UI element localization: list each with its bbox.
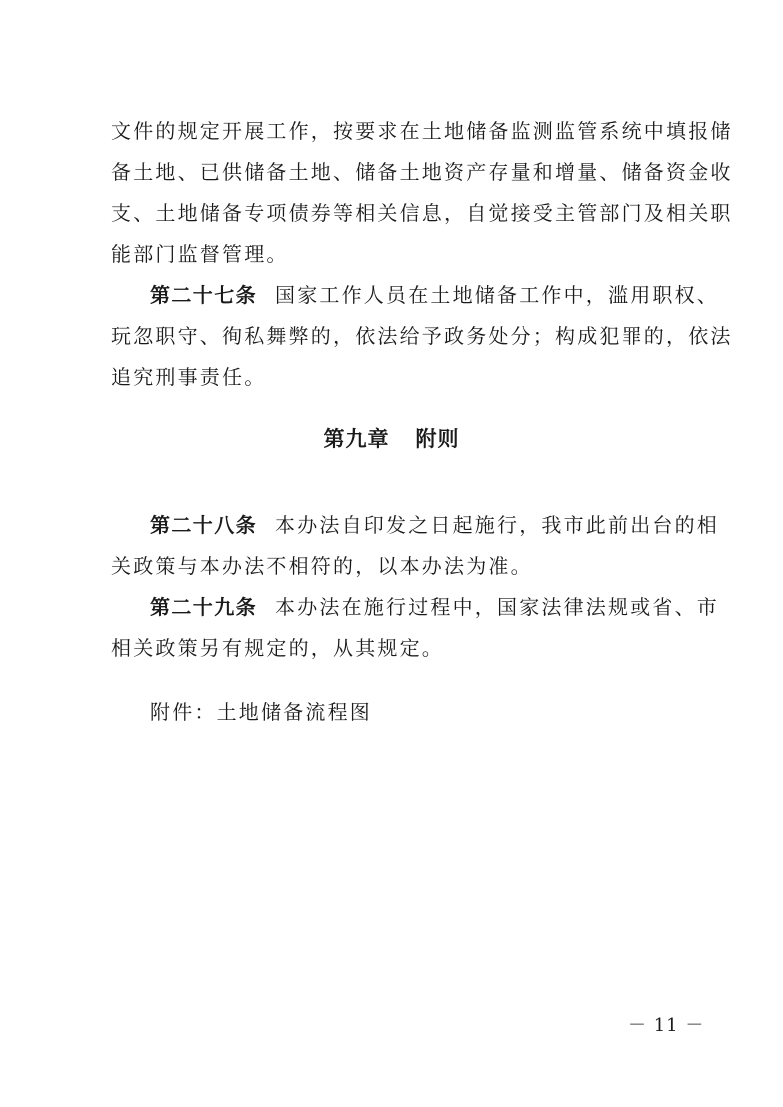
article-28-label: 第二十八条 [150, 513, 257, 537]
article-27-first-line [150, 282, 719, 308]
article-28-text: 本办法自印发之日起施行，我市此前出台的相 [275, 513, 719, 537]
article-27-text: 国家工作人员在土地储备工作中，滥用职权、 [275, 283, 719, 307]
article-27-label: 第二十七条 [150, 283, 257, 307]
article-29-first-line [150, 594, 719, 620]
paragraph-line: 备土地、已供储备土地、储备土地资产存量和增量、储备资金收 [111, 160, 733, 184]
attachment-note: 附件：土地储备流程图 [150, 700, 372, 724]
article-27-line: 追究刑事责任。 [111, 365, 267, 389]
chapter-title: 附则 [415, 427, 460, 451]
chapter-number: 第九章 [323, 427, 390, 451]
article-28-line: 关政策与本办法不相符的，以本办法为准。 [111, 554, 533, 578]
chapter-heading [0, 425, 783, 453]
page-number: － 11 － [628, 1015, 705, 1036]
paragraph-line: 能部门监督管理。 [111, 242, 289, 266]
article-29-label: 第二十九条 [150, 595, 257, 619]
article-29-text: 本办法在施行过程中，国家法律法规或省、市 [275, 595, 719, 619]
paragraph-line: 支、土地储备专项债券等相关信息，自觉接受主管部门及相关职 [111, 201, 733, 225]
article-27-line: 玩忽职守、徇私舞弊的，依法给予政务处分；构成犯罪的，依法 [111, 324, 733, 348]
article-29-line: 相关政策另有规定的，从其规定。 [111, 636, 444, 660]
paragraph-line: 文件的规定开展工作，按要求在土地储备监测监管系统中填报储 [111, 119, 733, 143]
article-28-first-line [150, 512, 719, 538]
